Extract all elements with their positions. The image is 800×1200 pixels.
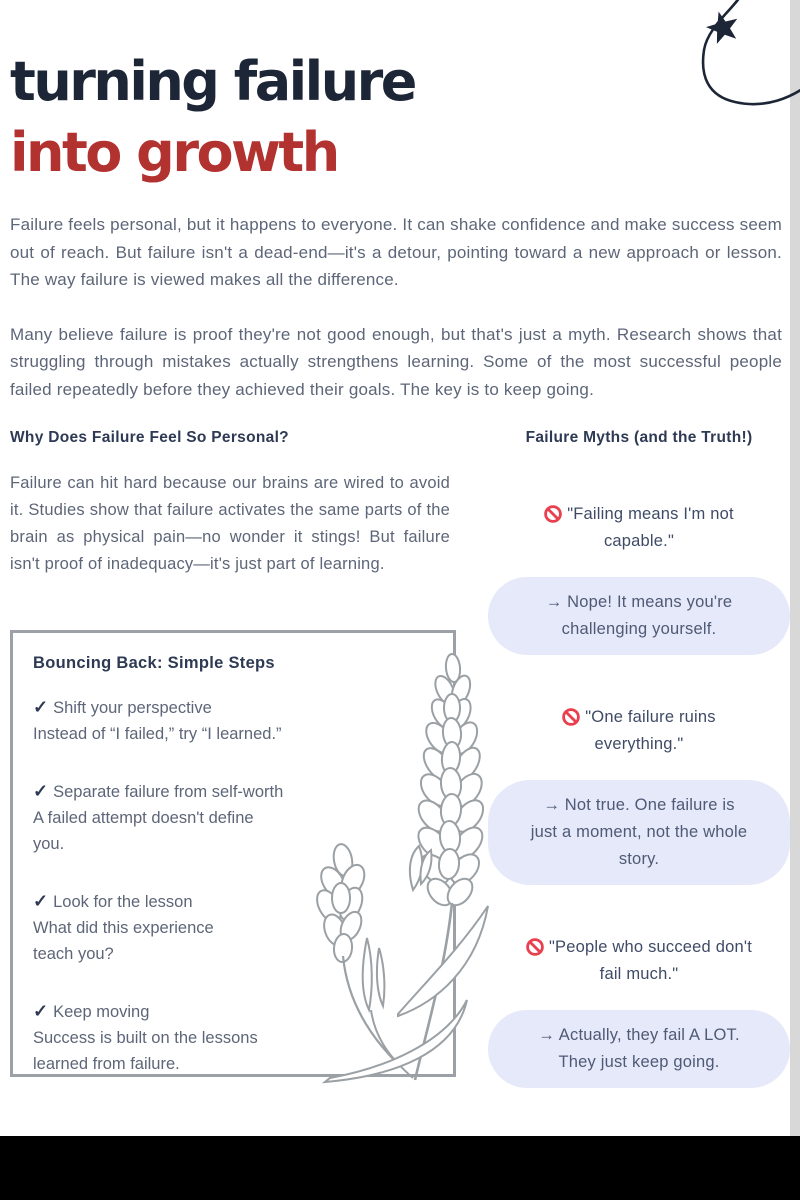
title-line-1: turning failure [10, 50, 415, 113]
no-entry-icon [544, 505, 562, 523]
truth-text: story. [618, 850, 660, 868]
steps-box-heading: Bouncing Back: Simple Steps [33, 654, 275, 672]
left-column [10, 429, 450, 578]
truth-text: challenging yourself. [561, 620, 717, 638]
step-detail-line: teach you? [33, 945, 114, 963]
step-detail-line: A failed attempt doesn't define [33, 809, 254, 827]
title-line-2: into growth [10, 121, 338, 184]
myth-text: capable." [603, 532, 675, 550]
truth-pill [488, 780, 790, 885]
truth-text: → Nope! It means you're [545, 593, 733, 611]
myth-text: fail much." [599, 965, 679, 983]
truth-text: → Actually, they fail A LOT. [538, 1026, 740, 1044]
left-column-heading: Why Does Failure Feel So Personal? [10, 429, 289, 446]
intro-paragraph-1: Failure feels personal, but it happens to everyone. It can shake confidence and make success seem out of reach. But failure isn't a dead-end—it's a detour, pointing toward a new approach or lesson. The way failure is viewed makes all the difference. [10, 215, 782, 289]
myth-text: "One failure ruins [585, 708, 716, 726]
check-icon: ✓ [33, 891, 49, 911]
check-icon: ✓ [33, 1001, 49, 1021]
myth-item [488, 704, 790, 758]
step-title-text: Keep moving [53, 1003, 150, 1021]
page-title [10, 46, 415, 188]
step-detail-line: Success is built on the lessons [33, 1029, 258, 1047]
myth-item [488, 501, 790, 555]
truth-pill [488, 577, 790, 655]
step-detail-line: you. [33, 835, 65, 853]
myths-column [488, 429, 790, 1088]
truth-text: → Not true. One failure is [543, 796, 735, 814]
step-detail-line: What did this experience [33, 919, 214, 937]
intro-paragraph-2: Many believe failure is proof they're not good enough, but that's just a myth. Research shows that struggling through mistakes actually strengthens learning. Some of the most successful people failed repeatedly before they achieved their goals. The key is to keep going. [10, 324, 782, 399]
step-title-text: Shift your perspective [53, 699, 212, 717]
myth-item [488, 934, 790, 988]
check-icon: ✓ [33, 781, 49, 801]
check-icon: ✓ [33, 697, 49, 717]
no-entry-icon [526, 938, 544, 956]
truth-text: They just keep going. [558, 1053, 720, 1071]
step-title-text: Separate failure from self-worth [53, 783, 284, 801]
step-detail-line: learned from failure. [33, 1055, 180, 1073]
myth-text: "Failing means I'm not [567, 505, 734, 523]
truth-text: just a moment, not the whole [530, 823, 748, 841]
step-detail-line: Instead of “I failed,” try “I learned.” [33, 725, 282, 743]
shooting-star-icon [640, 0, 800, 133]
truth-pill [488, 1010, 790, 1088]
lavender-flower-illustration [295, 638, 500, 1088]
left-column-body: Failure can hit hard because our brains are wired to avoid it. Studies show that failure activates the same parts of the brain as physical pain—no wonder it stings! But failure isn't proof of inadequacy—it's just part of learning. [10, 474, 450, 573]
footer-bar [0, 1136, 800, 1200]
myths-heading: Failure Myths (and the Truth!) [525, 429, 753, 446]
page-edge-strip [790, 0, 800, 1136]
star-icon [706, 12, 737, 44]
myth-text: everything." [594, 735, 684, 753]
step-title-text: Look for the lesson [53, 893, 193, 911]
no-entry-icon [562, 708, 580, 726]
myth-text: "People who succeed don't [549, 938, 752, 956]
intro-section [10, 211, 782, 430]
